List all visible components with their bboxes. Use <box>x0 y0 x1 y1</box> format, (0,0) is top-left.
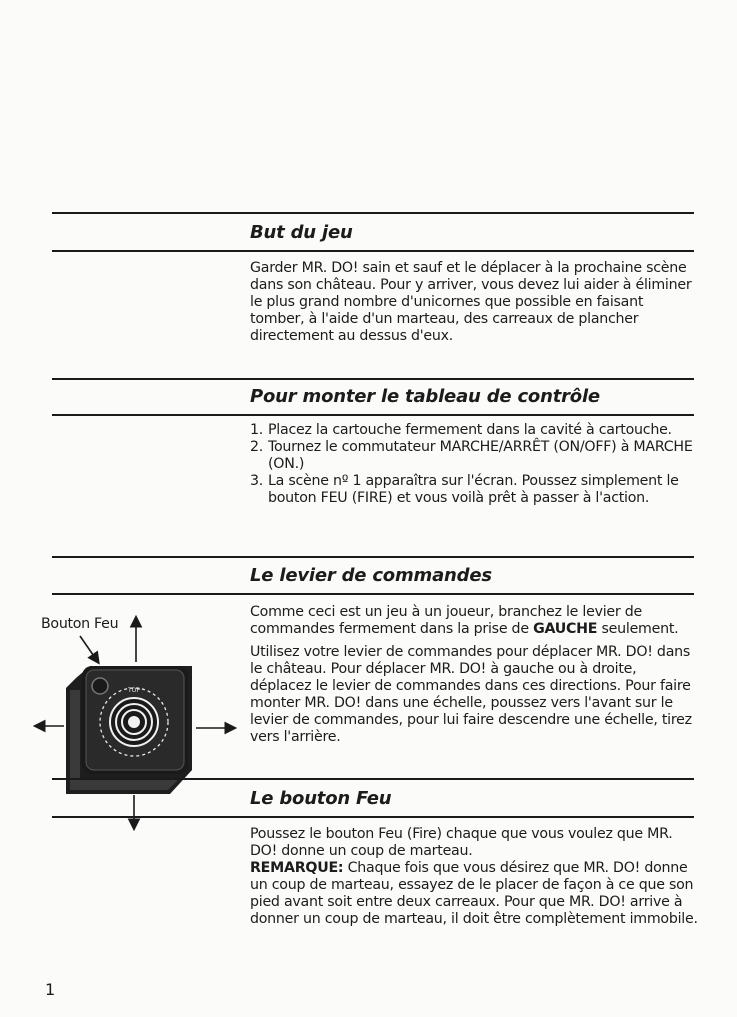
section-rule <box>52 212 694 214</box>
goal-paragraph <box>250 260 698 345</box>
heading-but-du-jeu: But du jeu <box>250 222 353 243</box>
section-rule <box>52 556 694 558</box>
fire-paragraphs <box>250 826 698 928</box>
joystick-port-label: GAUCHE <box>533 621 598 637</box>
page-number: 1 <box>45 980 56 999</box>
step-number: 1. <box>250 422 264 438</box>
joystick-icon <box>30 610 240 835</box>
top-mark: TOP <box>127 687 141 694</box>
joystick-plug-text-a: Comme ceci est un jeu à un joueur, branchez le levier de commandes fermement dans la prise de <box>250 604 642 637</box>
step-number: 2. <box>250 439 264 455</box>
section-rule <box>52 778 694 780</box>
remark-body: Chaque fois que vous désirez que MR. DO! donne un coup de marteau, essayez de le placer de façon à ce que son pied avant soit entre deux carreaux. Pour que MR. DO! arrive à donner un coup de marteau, il doit être complètement immobile. <box>250 860 698 927</box>
section-rule <box>52 378 694 380</box>
section-rule <box>52 250 694 252</box>
step-item <box>250 473 698 507</box>
section-rule <box>52 593 694 595</box>
setup-steps <box>250 422 698 507</box>
joystick-plug-text-b: seulement. <box>597 621 679 637</box>
section-rule <box>52 414 694 416</box>
goal-text: Garder MR. DO! sain et sauf et le déplacer à la prochaine scène dans son château. Pour y arriver, vous devez lui aider à éliminer le plus grand nombre d'unicornes que possible en faisant tomber, à l'aide d'un marteau, des carreaux de plancher directement au dessus d'eux. <box>250 260 692 344</box>
remark-label: REMARQUE: <box>250 860 344 876</box>
fire-button-label: Bouton Feu <box>41 616 119 632</box>
step-item <box>250 422 698 439</box>
joystick-usage-text: Utilisez votre levier de commandes pour déplacer MR. DO! dans le château. Pour déplacer MR. DO! à gauche ou à droite, déplacez le levier de commandes dans ces directions. Pour faire monter MR. DO! dans une échelle, poussez vers l'avant sur le levier de commandes, pour lui faire descendre une échelle, tirez vers l'arrière. <box>250 644 692 745</box>
step-text: La scène nº 1 apparaîtra sur l'écran. Poussez simplement le bouton FEU (FIRE) et vous voilà prêt à passer à l'action. <box>268 473 679 506</box>
step-text: Placez la cartouche fermement dans la cavité à cartouche. <box>268 422 672 438</box>
heading-levier-de-commandes: Le levier de commandes <box>250 565 492 586</box>
remark-text <box>250 860 698 928</box>
step-text: Tournez le commutateur MARCHE/ARRÊT (ON/OFF) à MARCHE (ON.) <box>268 439 693 472</box>
heading-bouton-feu: Le bouton Feu <box>250 788 392 809</box>
heading-tableau-de-controle: Pour monter le tableau de contrôle <box>250 386 600 407</box>
step-item <box>250 439 698 473</box>
step-number: 3. <box>250 473 264 489</box>
joystick-plug-text <box>250 604 698 638</box>
fire-text: Poussez le bouton Feu (Fire) chaque que vous voulez que MR. DO! donne un coup de marteau. <box>250 826 673 859</box>
steps-list <box>250 422 698 507</box>
section-rule <box>52 816 694 818</box>
joystick-paragraphs <box>250 604 698 746</box>
